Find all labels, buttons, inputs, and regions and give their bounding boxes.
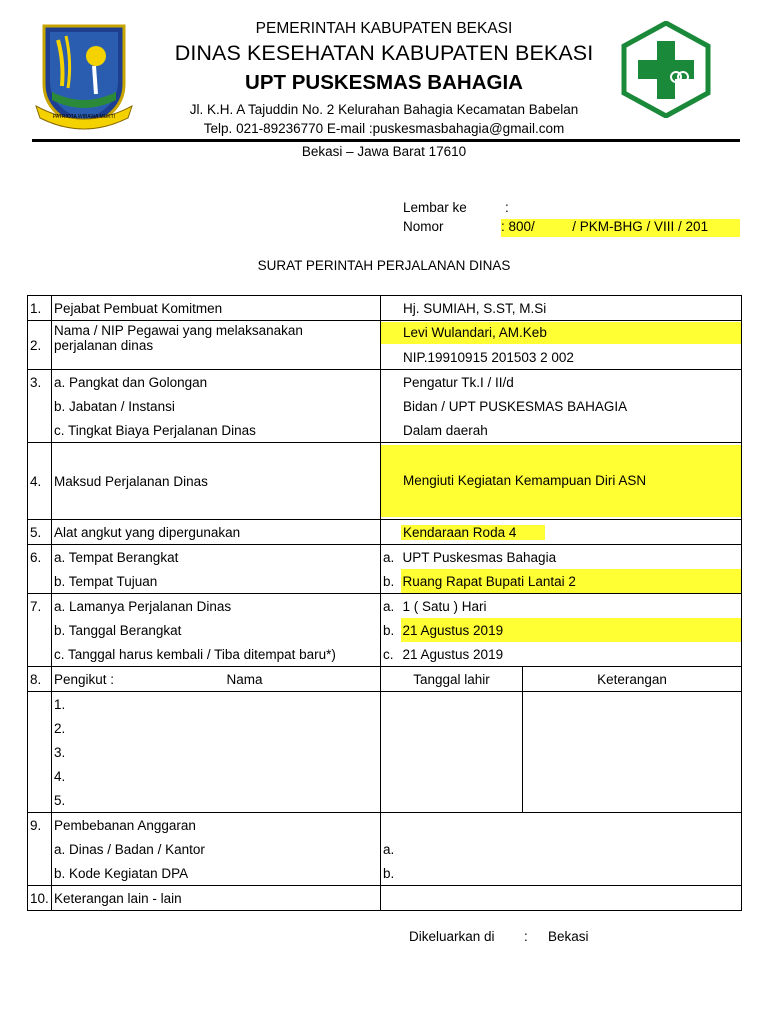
table-row bbox=[28, 418, 742, 443]
row-value: Ruang Rapat Bupati Lantai 2 bbox=[401, 569, 742, 594]
keterangan-cell bbox=[523, 740, 742, 764]
row-value bbox=[381, 443, 742, 520]
row-label: a. Lamanya Perjalanan Dinas bbox=[52, 594, 381, 619]
row-value: UPT Puskesmas Bahagia bbox=[401, 545, 742, 570]
table-row bbox=[28, 886, 742, 911]
tanggal-lahir-cell bbox=[381, 764, 523, 788]
tanggal-lahir-cell bbox=[381, 740, 523, 764]
dikeluarkan-label: Dikeluarkan di bbox=[409, 929, 495, 944]
tanggal-lahir-cell bbox=[381, 788, 523, 813]
row-value bbox=[401, 837, 742, 861]
pejabat-value: Hj. SUMIAH, S.ST, M.Si bbox=[403, 300, 547, 316]
dikeluarkan-value: Bekasi bbox=[548, 929, 589, 944]
row-label: b. Jabatan / Instansi bbox=[52, 394, 381, 418]
table-row bbox=[28, 667, 742, 692]
document-title: SURAT PERINTAH PERJALANAN DINAS bbox=[257, 258, 511, 273]
row-prefix: c. bbox=[381, 642, 401, 667]
table-row bbox=[28, 545, 742, 570]
header-department: DINAS KESEHATAN KABUPATEN BEKASI bbox=[174, 41, 594, 65]
row-number bbox=[28, 788, 52, 813]
row-number bbox=[28, 418, 52, 443]
kendaraan-value: Kendaraan Roda 4 bbox=[401, 525, 545, 540]
row-number: 2. bbox=[28, 321, 52, 370]
jabatan-value: Bidan / UPT PUSKESMAS BAHAGIA bbox=[403, 398, 628, 414]
row-value bbox=[381, 886, 742, 911]
row-number: 10. bbox=[28, 886, 52, 911]
table-row bbox=[28, 321, 742, 346]
row-value bbox=[381, 813, 742, 838]
table-row bbox=[28, 740, 742, 764]
table-row bbox=[28, 443, 742, 520]
keterangan-cell bbox=[523, 692, 742, 717]
row-value bbox=[381, 370, 742, 395]
row-label: c. Tingkat Biaya Perjalanan Dinas bbox=[52, 418, 381, 443]
table-row bbox=[28, 716, 742, 740]
row-number bbox=[28, 394, 52, 418]
row-value: 1 ( Satu ) Hari bbox=[401, 594, 742, 619]
row-number: 5. bbox=[28, 520, 52, 545]
row-number bbox=[28, 861, 52, 886]
table-row bbox=[28, 569, 742, 594]
nomor-value: : 800/ / PKM-BHG / VIII / 201 bbox=[501, 219, 740, 237]
table-row bbox=[28, 296, 742, 321]
row-number bbox=[28, 642, 52, 667]
row-number bbox=[28, 618, 52, 642]
table-row bbox=[28, 692, 742, 717]
row-label: c. Tanggal harus kembali / Tiba ditempat baru*) bbox=[52, 642, 381, 667]
table-row bbox=[28, 837, 742, 861]
row-number: 9. bbox=[28, 813, 52, 838]
row-prefix: a. bbox=[381, 837, 401, 861]
table-row bbox=[28, 861, 742, 886]
row-label bbox=[52, 667, 381, 692]
header-address: Jl. K.H. A Tajuddin No. 2 Kelurahan Bahagia Kecamatan Babelan bbox=[189, 102, 579, 117]
table-row bbox=[28, 813, 742, 838]
tanggal-lahir-cell bbox=[381, 692, 523, 717]
table-row bbox=[28, 394, 742, 418]
row-number bbox=[28, 716, 52, 740]
row-label: a. Pangkat dan Golongan bbox=[52, 370, 381, 395]
row-number bbox=[28, 692, 52, 717]
row-label-line: perjalanan dinas bbox=[54, 338, 154, 353]
row-label: b. Kode Kegiatan DPA bbox=[52, 861, 381, 886]
row-prefix: b. bbox=[381, 569, 401, 594]
table-row bbox=[28, 788, 742, 813]
row-value bbox=[381, 520, 742, 545]
row-value bbox=[401, 861, 742, 886]
row-prefix: b. bbox=[381, 861, 401, 886]
row-label: Pembebanan Anggaran bbox=[52, 813, 381, 838]
keterangan-cell bbox=[523, 716, 742, 740]
keterangan-cell bbox=[523, 764, 742, 788]
row-number bbox=[28, 837, 52, 861]
row-label: Alat angkut yang dipergunakan bbox=[52, 520, 381, 545]
row-value: 21 Agustus 2019 bbox=[401, 642, 742, 667]
maksud-value: Mengiuti Kegiatan Kemampuan Diri ASN bbox=[381, 445, 741, 517]
table-row bbox=[28, 520, 742, 545]
pengikut-item: 2. bbox=[52, 716, 381, 740]
row-prefix: a. bbox=[381, 594, 401, 619]
pangkat-value: Pengatur Tk.I / II/d bbox=[403, 374, 514, 390]
row-number: 4. bbox=[28, 443, 52, 520]
row-number bbox=[28, 569, 52, 594]
emblem-ribbon-text: PATRIOTA WIBAWA MUKTI bbox=[52, 114, 116, 120]
nomor-label: Nomor bbox=[403, 219, 444, 234]
row-label: Maksud Perjalanan Dinas bbox=[52, 443, 381, 520]
row-number bbox=[28, 740, 52, 764]
keterangan-header: Keterangan bbox=[523, 667, 742, 692]
row-number: 8. bbox=[28, 667, 52, 692]
pegawai-nip bbox=[381, 345, 742, 370]
tingkat-value: Dalam daerah bbox=[403, 422, 488, 438]
row-value: 21 Agustus 2019 bbox=[401, 618, 742, 642]
table-row bbox=[28, 642, 742, 667]
keterangan-cell bbox=[523, 788, 742, 813]
lembar-separator: : bbox=[505, 200, 509, 215]
pengikut-item: 5. bbox=[52, 788, 381, 813]
lembar-label: Lembar ke bbox=[403, 200, 467, 215]
sppd-table bbox=[27, 295, 742, 911]
row-value bbox=[381, 296, 742, 321]
pengikut-label: Pengikut : bbox=[54, 671, 115, 687]
row-value bbox=[381, 394, 742, 418]
row-number: 7. bbox=[28, 594, 52, 619]
row-number: 6. bbox=[28, 545, 52, 570]
row-label: b. Tempat Tujuan bbox=[52, 569, 381, 594]
row-prefix: b. bbox=[381, 618, 401, 642]
row-value bbox=[381, 418, 742, 443]
table-row bbox=[28, 764, 742, 788]
row-label: a. Tempat Berangkat bbox=[52, 545, 381, 570]
header-divider bbox=[32, 139, 740, 142]
row-label: Pejabat Pembuat Komitmen bbox=[52, 296, 381, 321]
row-label: a. Dinas / Badan / Kantor bbox=[52, 837, 381, 861]
row-prefix: a. bbox=[381, 545, 401, 570]
pengikut-item: 4. bbox=[52, 764, 381, 788]
row-number bbox=[28, 764, 52, 788]
row-number: 1. bbox=[28, 296, 52, 321]
header-city: Bekasi – Jawa Barat 17610 bbox=[301, 144, 467, 159]
dikeluarkan-separator: : bbox=[524, 929, 528, 944]
row-label-line: Nama / NIP Pegawai yang melaksanakan bbox=[54, 323, 303, 338]
row-label: Keterangan lain - lain bbox=[52, 886, 381, 911]
pegawai-name: Levi Wulandari, AM.Keb bbox=[381, 322, 741, 344]
row-label bbox=[52, 321, 381, 370]
header-institution: UPT PUSKESMAS BAHAGIA bbox=[245, 71, 523, 94]
nama-header: Nama bbox=[226, 671, 263, 687]
pengikut-item: 3. bbox=[52, 740, 381, 764]
table-row bbox=[28, 618, 742, 642]
header-government: PEMERINTAH KABUPATEN BEKASI bbox=[255, 20, 513, 37]
row-value bbox=[381, 321, 742, 346]
header-contact: Telp. 021-89236770 E-mail :puskesmasbahagia@gmail.com bbox=[203, 121, 565, 136]
row-label: b. Tanggal Berangkat bbox=[52, 618, 381, 642]
tanggal-lahir-cell bbox=[381, 716, 523, 740]
tanggal-lahir-header: Tanggal lahir bbox=[381, 667, 523, 692]
pengikut-item: 1. bbox=[52, 692, 381, 717]
table-row bbox=[28, 594, 742, 619]
table-row bbox=[28, 370, 742, 395]
nip-text: NIP.19910915 201503 2 002 bbox=[403, 349, 574, 365]
row-number: 3. bbox=[28, 370, 52, 395]
